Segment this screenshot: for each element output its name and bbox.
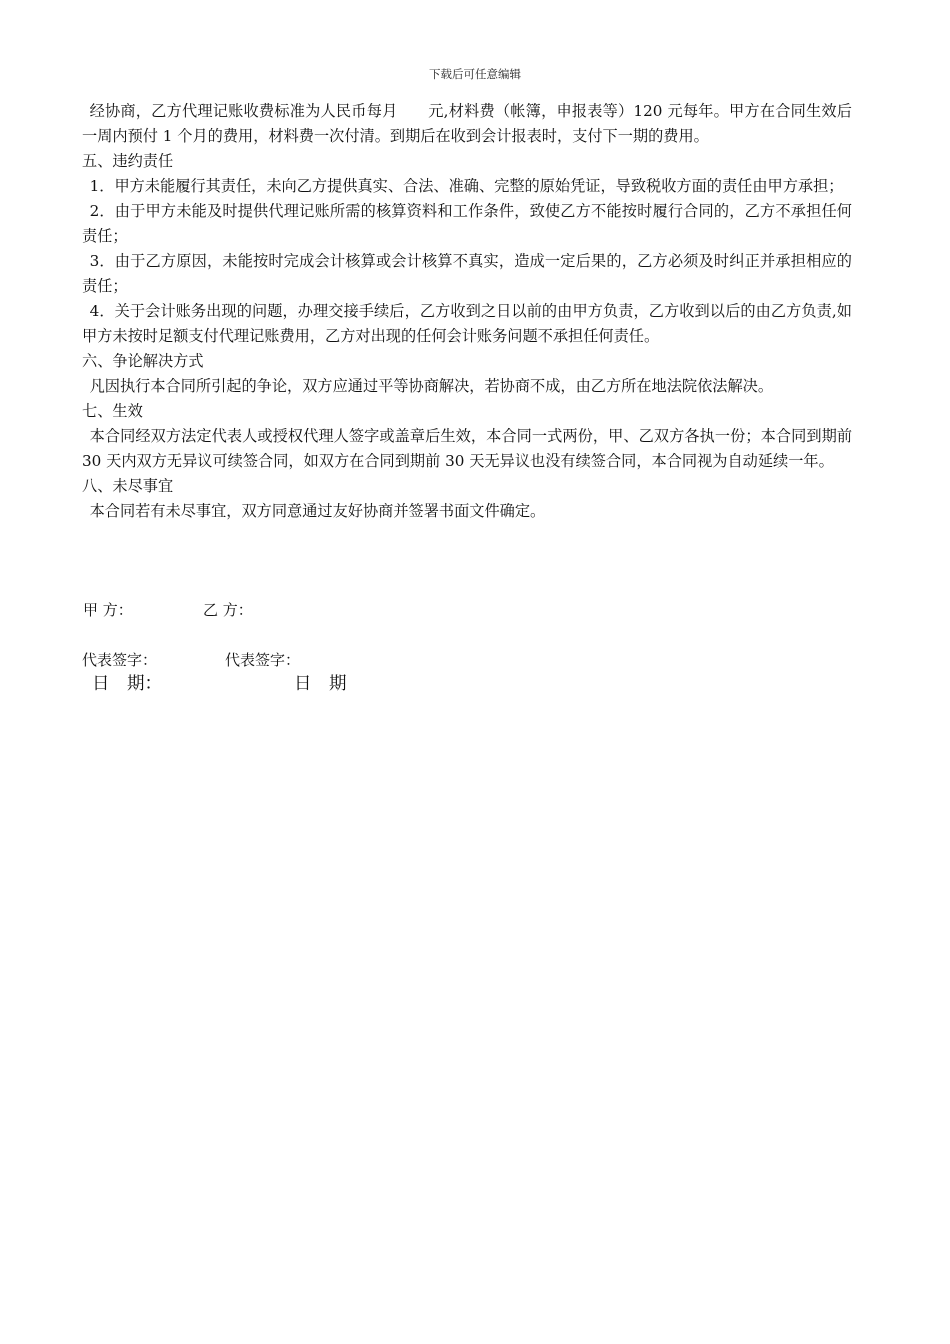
section-8-title: 八、未尽事宜 — [82, 477, 174, 495]
header-note: 下载后可任意编辑 — [429, 67, 521, 81]
contract-body — [82, 99, 852, 524]
section-5-title: 五、违约责任 — [82, 152, 174, 170]
section-5-item-1: 1．甲方未能履行其责任，未向乙方提供真实、合法、准确、完整的原始凭证，导致税收方面的责任由甲方承担； — [89, 177, 844, 195]
party-b-label: 乙 方： — [203, 601, 253, 619]
section-5-item-4: 4．关于会计账务出现的问题，办理交接手续后，乙方收到之日以前的由甲方负责，乙方收到以后的由乙方负责,如甲方未按时足额支付代理记账费用，乙方对出现的任何会计账务问题不承担任何责任。 — [82, 302, 852, 345]
date-a-label: 日 期： — [92, 674, 162, 694]
section-7-title: 七、生效 — [82, 402, 143, 420]
party-a-label: 甲 方： — [83, 601, 133, 619]
section-6-text: 凡因执行本合同所引起的争论，双方应通过平等协商解决，若协商不成，由乙方所在地法院依法解决。 — [89, 377, 774, 395]
date-b-label: 日 期 — [294, 674, 347, 694]
fee-paragraph: 经协商，乙方代理记账收费标准为人民币每月 元,材料费（帐簿，申报表等）120 元每年。甲方在合同生效后一周内预付 1 个月的费用，材料费一次付清。到期后在收到会计报表时，支付下一期的费用。 — [82, 102, 852, 145]
section-7-text: 本合同经双方法定代表人或授权代理人签字或盖章后生效，本合同一式两份，甲、乙双方各执一份；本合同到期前 30 天内双方无异议可续签合同，如双方在合同到期前 30 天无异议也没有续签合同，本合同视为自动延续一年。 — [82, 427, 852, 470]
section-6-title: 六、争论解决方式 — [82, 352, 204, 370]
section-5-item-2: 2．由于甲方未能及时提供代理记账所需的核算资料和工作条件，致使乙方不能按时履行合同的，乙方不承担任何责任； — [82, 202, 852, 245]
rep-a-signature-label: 代表签字： — [82, 651, 158, 669]
rep-b-signature-label: 代表签字： — [225, 651, 301, 669]
section-8-text: 本合同若有未尽事宜，双方同意通过友好协商并签署书面文件确定。 — [89, 502, 546, 520]
section-5-item-3: 3．由于乙方原因，未能按时完成会计核算或会计核算不真实，造成一定后果的，乙方必须及时纠正并承担相应的责任； — [82, 252, 852, 295]
